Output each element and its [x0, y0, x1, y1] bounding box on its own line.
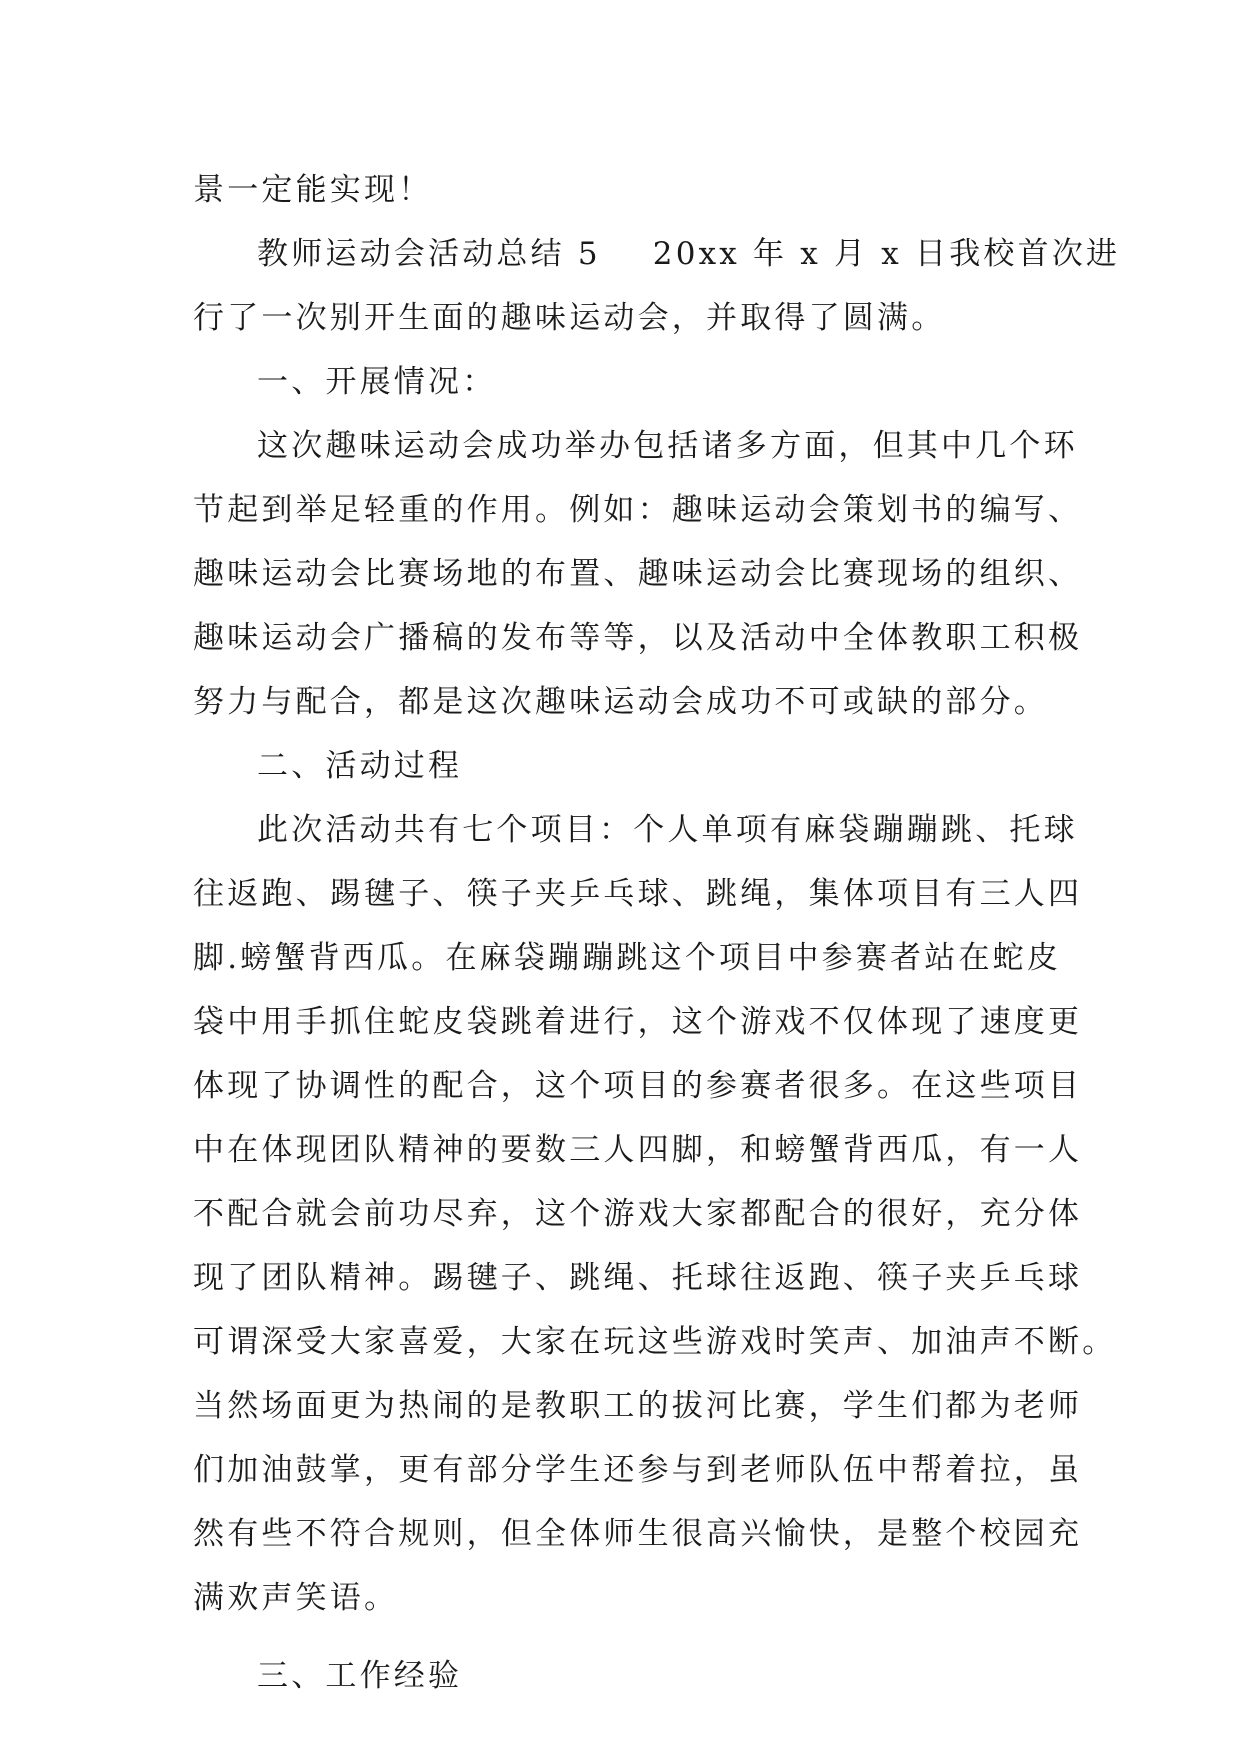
paragraph-line: 脚.螃蟹背西瓜。在麻袋蹦蹦跳这个项目中参赛者站在蛇皮	[193, 940, 1062, 976]
paragraph-line: 趣味运动会广播稿的发布等等，以及活动中全体教职工积极	[193, 620, 1083, 656]
text-line: 行了一次别开生面的趣味运动会，并取得了圆满。	[193, 300, 946, 336]
document-page	[193, 158, 1121, 1708]
paragraph-line: 中在体现团队精神的要数三人四脚，和螃蟹背西瓜，有一人	[193, 1132, 1083, 1168]
paragraph-line: 体现了协调性的配合，这个项目的参赛者很多。在这些项目	[193, 1068, 1083, 1104]
paragraph-line: 当然场面更为热闹的是教职工的拔河比赛，学生们都为老师	[193, 1388, 1083, 1424]
article-title: 教师运动会活动总结 5	[257, 236, 601, 272]
section-heading: 三、工作经验	[257, 1658, 463, 1694]
text-line: 景一定能实现！	[193, 172, 433, 208]
section-heading: 一、开展情况：	[257, 364, 497, 400]
paragraph-line: 袋中用手抓住蛇皮袋跳着进行，这个游戏不仅体现了速度更	[193, 1004, 1083, 1040]
paragraph-line: 此次活动共有七个项目：个人单项有麻袋蹦蹦跳、托球	[257, 812, 1078, 848]
section-title-line	[193, 222, 1121, 286]
paragraph-line: 不配合就会前功尽弃，这个游戏大家都配合的很好，充分体	[193, 1196, 1083, 1232]
paragraph-line: 们加油鼓掌，更有部分学生还参与到老师队伍中帮着拉，虽	[193, 1452, 1083, 1488]
paragraph-line: 这次趣味运动会成功举办包括诸多方面，但其中几个环	[257, 428, 1078, 464]
paragraph-line: 然有些不符合规则，但全体师生很高兴愉快，是整个校园充	[193, 1516, 1083, 1552]
paragraph-line: 可谓深受大家喜爱，大家在玩这些游戏时笑声、加油声不断。	[193, 1324, 1117, 1360]
paragraph-line: 趣味运动会比赛场地的布置、趣味运动会比赛现场的组织、	[193, 556, 1083, 592]
paragraph-line: 现了团队精神。踢毽子、跳绳、托球往返跑、筷子夹乒乓球	[193, 1260, 1083, 1296]
section-heading: 二、活动过程	[257, 748, 463, 784]
article-intro: 20xx 年 x 月 x 日我校首次进	[652, 236, 1121, 272]
paragraph-line: 满欢声笑语。	[193, 1580, 399, 1616]
paragraph-line: 节起到举足轻重的作用。例如：趣味运动会策划书的编写、	[193, 492, 1083, 528]
paragraph-line: 努力与配合，都是这次趣味运动会成功不可或缺的部分。	[193, 684, 1048, 720]
paragraph-line: 往返跑、踢毽子、筷子夹乒乓球、跳绳，集体项目有三人四	[193, 876, 1083, 912]
